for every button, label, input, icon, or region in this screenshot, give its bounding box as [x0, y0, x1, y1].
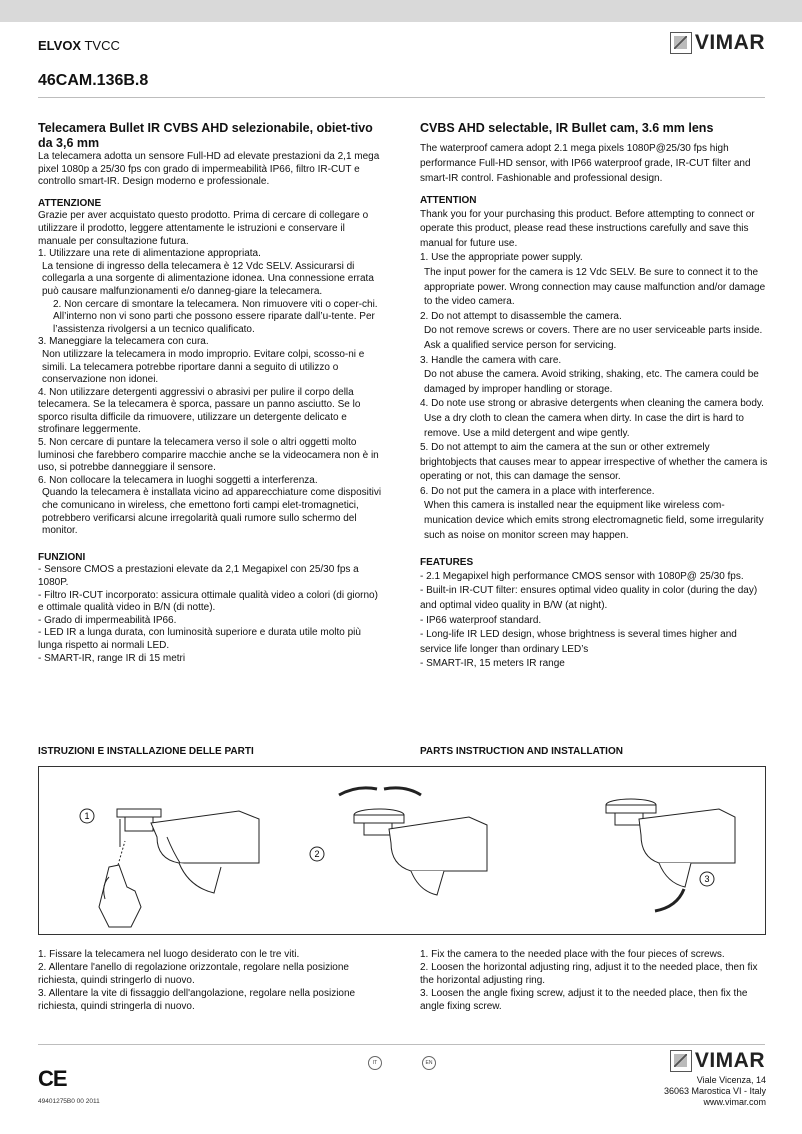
it-item-head: 2. Non cercare di smontare la telecamera. Non rimuovere viti o coper-chi. All’interno non vi sono parti che possono essere riparate dall’u-tente. Per l’assistenza rivolgersi a un tecnico qualificato. [53, 298, 378, 335]
address-street: Viale Vicenza, 14 [696, 1075, 766, 1085]
callout-label: 3 [704, 874, 710, 884]
en-step: 3. Loosen the angle fixing screw, adjust it to the needed place, then fix the angle fixing screw. [420, 988, 748, 1012]
it-item-body: Quando la telecamera è installata vicino ad apparecchiature come dispositivi che comunicano in wireless, che emettono forti campi elet-tromagnetici, potrebbero verificarsi alcune irregolarità quali rumore sullo schermo del monitor. [42, 487, 382, 537]
brand-rest: TVCC [81, 38, 120, 53]
en-item-head: 5. Do not attempt to aim the camera at the sun or other extremely brightobjects that causes mear to appear irrespective of whether the camera is operating or not, this can damage the sensor. [420, 442, 768, 483]
it-item-body: La tensione di ingresso della telecamera è 12 Vdc SELV. Assicurarsi di collegarla a una sorgente di alimentazione idonea. Una connessione errata può causare malfunzionamenti e/o danneg-giare la telecamera. [42, 260, 374, 297]
company-address [664, 1075, 766, 1108]
company-website[interactable]: www.vimar.com [703, 1097, 766, 1107]
english-column [420, 121, 768, 672]
vimar-logo [670, 31, 765, 55]
footer-logo-text: VIMAR [694, 1049, 765, 1072]
en-attention-text: Thank you for your purchasing this product. Before attempting to connect or operate this product, please read these instructions carefully and save this manual for future use. [420, 208, 755, 249]
installation-illustration [39, 767, 765, 934]
it-item-head: 5. Non cercare di puntare la telecamera verso il sole o altri oggetti molto luminosi che farebbero comparire macchie anche se la videocamera non è in uso, si potrebbe danneggiare il sensore. [38, 437, 379, 474]
it-features-title: FUNZIONI [38, 551, 86, 563]
en-install-steps [420, 948, 768, 1013]
en-feature: - Long-life IR LED design, whose brightness is several times higher and service life longer than ordinary LED’s [420, 629, 737, 655]
it-item-head: 1. Utilizzare una rete di alimentazione appropriata. [38, 248, 261, 260]
it-feature: - Sensore CMOS a prestazioni elevate da 2,1 Megapixel con 25/30 fps a 1080P. [38, 564, 359, 588]
it-install-steps [38, 948, 388, 1013]
en-item-head: 6. Do not put the camera in a place with interference. [420, 485, 655, 497]
camera-step-1 [99, 809, 259, 927]
address-city: 36063 Marostica VI - Italy [663, 1086, 766, 1096]
en-warning-list [420, 208, 768, 544]
en-item-head: 3. Handle the camera with care. [420, 354, 562, 366]
it-item-head: 3. Maneggiare la telecamera con cura. [38, 336, 209, 348]
en-feature: - IP66 waterproof standard. [420, 614, 542, 626]
en-item-head: 4. Do note use strong or abrasive detergents when cleaning the camera body. [420, 398, 764, 410]
it-step: 2. Allentare l'anello di regolazione orizzontale, regolare nella posizione richiesta, quindi stringerlo di nuovo. [38, 962, 349, 986]
vimar-logo-text: VIMAR [694, 31, 765, 54]
it-step: 1. Fissare la telecamera nel luogo desiderato con le tre viti. [38, 949, 300, 960]
vimar-logo-icon [670, 32, 692, 54]
it-feature: - Filtro IR-CUT incorporato: assicura ottimale qualità video a colori (di giorno) e ottimale qualità video in B/N (di notte). [38, 589, 378, 614]
en-item-head: 2. Do not attempt to disassemble the camera. [420, 310, 622, 322]
en-item-body: Use a dry cloth to clean the camera when dirty. In case the dirt is hard to remove. Use a mild detergent and wipe gently. [424, 412, 744, 439]
it-step: 3. Allentare la vite di fissaggio dell'angolazione, regolare nella posizione richiesta, quindi stringerla di nuovo. [38, 988, 356, 1012]
it-item-head: 4. Non utilizzare detergenti aggressivi o abrasivi per pulire il corpo della telecamera. Se la telecamera è sporca, passare un panno asciutto. Se lo sporco risulta difficile da rimuovere, utilizzare un detergente delicato e strofinare leggermente. [38, 386, 361, 436]
top-bar [0, 0, 802, 22]
it-feature: - SMART-IR, range IR di 15 metri [38, 652, 186, 664]
en-item-head: 1. Use the appropriate power supply. [420, 252, 583, 264]
document-number: 49401275B0 00 2011 [38, 1098, 100, 1105]
it-item-head: 6. Non collocare la telecamera in luoghi soggetti a interferenza. [38, 474, 318, 486]
callout-label: 2 [314, 849, 320, 859]
it-warning-list [38, 248, 383, 538]
it-intro: La telecamera adotta un sensore Full-HD ad elevate prestazioni da 2,1 mega pixel 1080p a 25/30 fps con grado di impermeabilità IP66, filtro IR-CUT e controllo smart-IR. Design moderno e professionale. [38, 151, 380, 188]
en-title: CVBS AHD selectable, IR Bullet cam, 3.6 mm lens [420, 121, 714, 135]
brand-bold: ELVOX [38, 38, 82, 53]
camera-step-3 [606, 799, 735, 911]
model-number: 46CAM.136B.8 [38, 72, 149, 89]
callout-label: 1 [84, 811, 90, 821]
it-install-title: ISTRUZIONI E INSTALLAZIONE DELLE PARTI [38, 746, 254, 757]
en-item-body: Do not remove screws or covers. There are no user serviceable parts inside. Ask a qualified service person for servicing. [424, 325, 763, 351]
it-title: Telecamera Bullet IR CVBS AHD selezionabile, obiet-tivo da 3,6 mm [38, 121, 373, 150]
footer-vimar-logo [670, 1049, 765, 1073]
it-feature: - LED IR a lunga durata, con luminosità superiore e durata utile molto più lunga rispetto ai normali LED. [38, 627, 361, 651]
ce-mark: CE [38, 1066, 67, 1091]
en-item-body: When this camera is installed near the equipment like wireless com-munication device which emits strong electromagnetic field, some irregularity such as noise on monitor screen may happen. [424, 500, 764, 541]
it-attention-title: ATTENZIONE [38, 197, 102, 209]
italian-column [38, 121, 383, 665]
en-attention-title: ATTENTION [420, 195, 477, 206]
it-feature: - Grado di impermeabilità IP66. [38, 614, 177, 626]
en-item-body: The input power for the camera is 12 Vdc SELV. Be sure to connect it to the appropriate power. Wrong connection may cause malfunction and/or damage to the video camera. [424, 266, 766, 308]
vimar-logo-icon [670, 1050, 692, 1072]
footer-divider [38, 1044, 765, 1045]
language-it-icon: IT [368, 1056, 382, 1070]
en-features-title: FEATURES [420, 557, 474, 569]
camera-step-2 [339, 788, 487, 895]
brand-line [38, 38, 120, 53]
en-step: 1. Fix the camera to the needed place with the four pieces of screws. [420, 949, 725, 960]
it-attention-text: Grazie per aver acquistato questo prodotto. Prima di cercare di collegare o utilizzare il prodotto, leggere attentamente le istruzioni e conservare il manuale per consultazione futura. [38, 210, 369, 247]
en-feature: - SMART-IR, 15 meters IR range [420, 658, 565, 670]
en-feature: - Built-in IR-CUT filter: ensures optimal video quality in color (during the day) and optimal video quality in B/W (at night). [420, 585, 758, 612]
en-install-title: PARTS INSTRUCTION AND INSTALLATION [420, 746, 623, 757]
en-item-body: Do not abuse the camera. Avoid striking, shaking, etc. The camera could be damaged by improper handling or storage. [424, 369, 759, 395]
en-feature: - 2.1 Megapixel high performance CMOS sensor with 1080P@ 25/30 fps. [420, 570, 744, 582]
en-intro: The waterproof camera adopt 2.1 mega pixels 1080P@25/30 fps high performance Full-HD sensor, with IP66 waterproof grade, IR-CUT filter and smart-IR control. Fashionable and professional design. [420, 143, 751, 184]
installation-figure [38, 766, 766, 935]
language-en-icon: EN [422, 1056, 436, 1070]
it-item-body: Non utilizzare la telecamera in modo improprio. Evitare colpi, scosso-ni e simili. La telecamera potrebbe riportare danni a seguito di utilizzo o conservazione non idonei. [42, 348, 365, 386]
header-divider [38, 97, 765, 98]
en-step: 2. Loosen the horizontal adjusting ring, adjust it to the needed place, then fix the horizontal adjusting ring. [420, 962, 758, 986]
